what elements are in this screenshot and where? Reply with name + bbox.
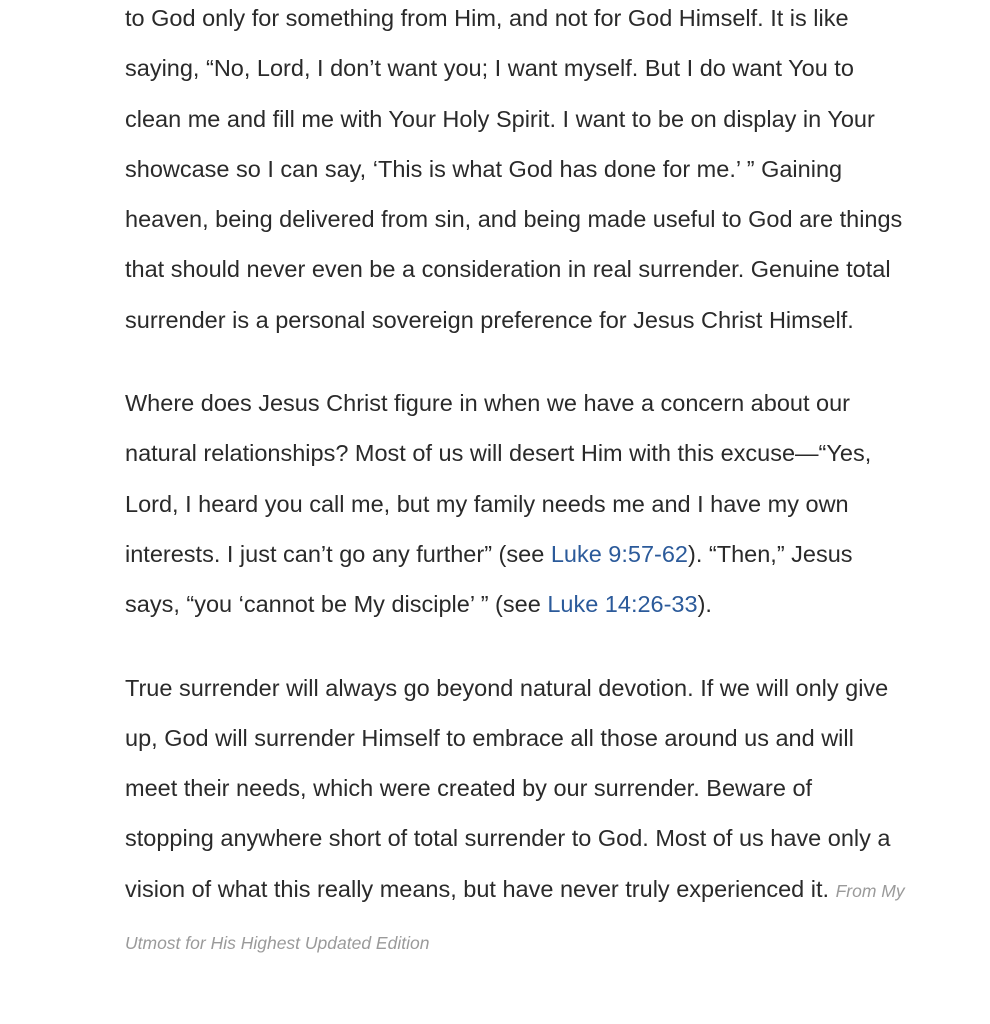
paragraph-text-after-link: ). xyxy=(697,591,712,618)
paragraph-true-surrender xyxy=(125,663,905,969)
paragraph-natural-relationships xyxy=(125,378,905,629)
paragraph-text-between-links: ). “Then,” Jesus says, “you ‘cannot be My disciple’ ” (see xyxy=(125,540,853,618)
devotional-article xyxy=(125,0,905,968)
paragraph-surrender-motive xyxy=(125,0,905,345)
paragraph-text: to God only for something from Him, and not for God Himself. It is like saying, “No, Lord, I don’t want you; I want myself. But I do want You to clean me and fill me with Your Holy Spirit. I want to be on display in Your showcase so I can say, ‘This is what God has done for me.’ ” Gaining heaven, being delivered from sin, and being made useful to God are things that should never even be a consideration in real surrender. Genuine total surrender is a personal sovereign preference for Jesus Christ Himself. xyxy=(125,5,903,333)
scripture-link-luke-14[interactable]: Luke 14:26-33 xyxy=(547,591,698,618)
paragraph-text: True surrender will always go beyond natural devotion. If we will only give up, God will surrender Himself to embrace all those around us and will meet their needs, which were created by our surrender. Beware of stopping anywhere short of total surrender to God. Most of us have only a vision of what this really means, but have never truly experienced it. xyxy=(125,674,891,902)
source-credit: From My Utmost for His Highest Updated Edition xyxy=(125,880,905,954)
paragraph-text-before-link: Where does Jesus Christ figure in when we have a concern about our natural relationships? Most of us will desert Him with this excuse—“Yes, Lord, I heard you call me, but my family needs me and I have my own interests. I just can’t go any further” (see xyxy=(125,390,872,567)
scripture-link-luke-9[interactable]: Luke 9:57-62 xyxy=(550,540,689,567)
